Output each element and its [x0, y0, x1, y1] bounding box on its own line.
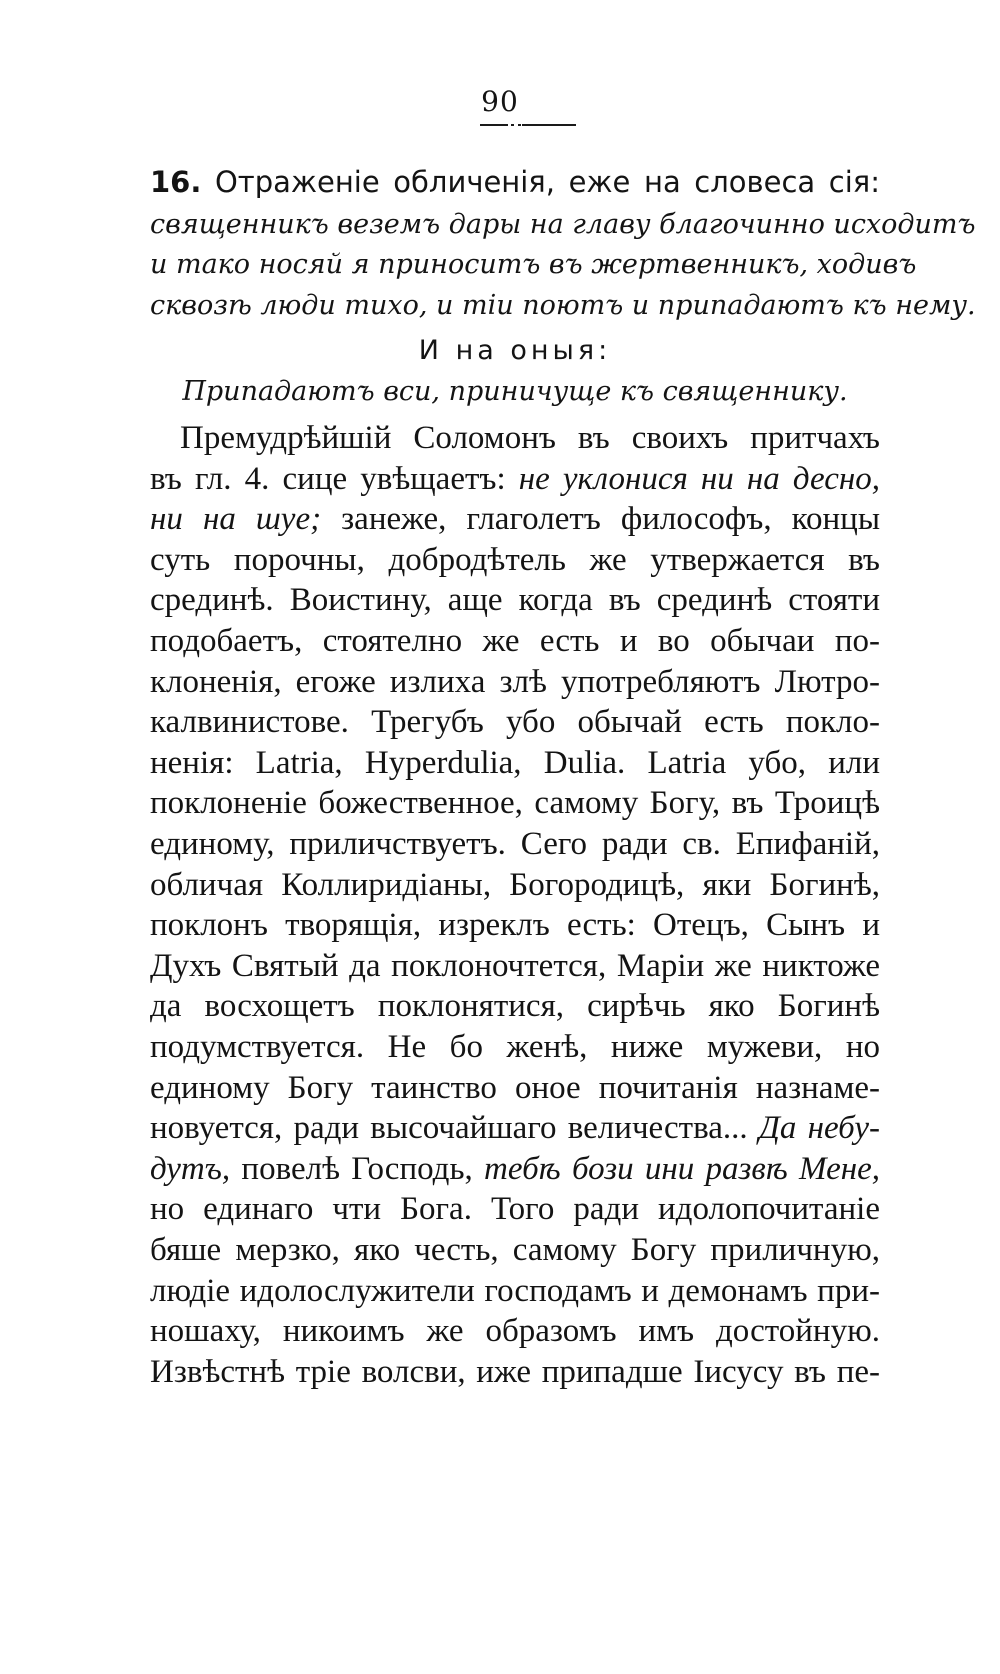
text-run: суть порочны, добродѣтель же утвержается въ: [150, 541, 880, 578]
body-line: [180, 418, 880, 458]
body-line: [150, 540, 880, 580]
body-line: [150, 783, 880, 823]
body-line: [150, 1271, 880, 1311]
text-run: подобаетъ, стоятелно же есть и во обычаи по-: [150, 623, 880, 659]
text-run: калвинистове. Трегубъ убо обычай есть покло-: [150, 704, 880, 741]
text-run: въ гл. 4. сице увѣщаетъ:: [150, 460, 519, 497]
italic-phrase: Да небу-: [758, 1110, 880, 1147]
text-run: ненія: Latria, Hyperdulia, Dulia. Latria убо, или: [150, 744, 880, 781]
text-run: людіе идолослужители господамъ и демонамъ при-: [150, 1272, 880, 1309]
text-run: занеже, глаголетъ философъ, концы: [321, 501, 880, 538]
text-run: клоненія, егоже излиха злѣ употребляютъ Лютро-: [150, 663, 880, 700]
body-line: [150, 1230, 880, 1270]
text-run: бяше мерзко, яко честь, самому Богу приличную,: [150, 1232, 880, 1268]
verse-line: Припадаютъ вси, приничуще къ священнику.: [182, 376, 848, 407]
page-number: 90: [481, 85, 519, 118]
text-run: подумствуется. Не бо женѣ, ниже мужеви, но: [150, 1029, 880, 1065]
section-heading: [150, 163, 880, 201]
text-run: да восхощетъ поклонятися, сирѣчь яко Богинѣ: [150, 988, 880, 1025]
text-run: Духъ Святый да поклоночтется, Маріи же никтоже: [150, 947, 880, 984]
body-line: [150, 1108, 880, 1148]
body-line: [150, 621, 880, 661]
text-run: поклоненіе божественное, самому Богу, въ Троицѣ: [150, 785, 880, 822]
body-line: [150, 946, 880, 986]
body-line: [150, 1027, 880, 1067]
body-line: [150, 1352, 880, 1392]
italic-phrase: не уклонися ни на десно,: [518, 460, 881, 497]
body-line: [150, 499, 880, 539]
body-line: [150, 702, 880, 742]
text-run: ношаху, никоимъ же образомъ имъ достойную.: [150, 1313, 880, 1350]
text-run: поклонъ творящія, изреклъ есть: Отецъ, Сынъ и: [150, 907, 880, 944]
rule-dot: [511, 124, 514, 126]
quote-line: священникъ веземъ дары на главу благочинно исходитъ: [150, 209, 976, 240]
body-line: [150, 1149, 880, 1189]
text-run: срединѣ. Воистину, аще когда въ срединѣ стояти: [150, 582, 880, 619]
body-line: [150, 459, 880, 499]
text-run: Извѣстнѣ тріе волсви, иже припадше Іисусу въ пе-: [150, 1353, 880, 1390]
text-run: обличая Коллиридіаны, Богородицѣ, яки Богинѣ,: [150, 866, 880, 903]
text-run: Премудрѣйшій Соломонъ въ своихъ притчахъ: [180, 420, 880, 456]
body-line: [150, 1068, 880, 1108]
body-line: [150, 580, 880, 620]
page-number-rule: [480, 124, 576, 126]
quote-line: сквозѣ люди тихо, и тіи поютъ и припадаютъ къ нему.: [150, 290, 976, 321]
italic-phrase: ни на шуе;: [150, 501, 322, 538]
text-run: новуется, ради высочайшаго величества...: [150, 1110, 759, 1147]
body-line: [150, 662, 880, 702]
body-line: [150, 986, 880, 1026]
rule-dot: [518, 124, 521, 126]
quote-line: и тако носяй я приноситъ въ жертвенникъ, ходивъ: [150, 249, 917, 280]
italic-phrase: дутъ,: [150, 1150, 231, 1187]
body-line: [150, 1189, 880, 1229]
body-line: [150, 743, 880, 783]
body-line: [150, 1311, 880, 1351]
subheading: И на оныя:: [418, 335, 612, 366]
text-run: единому, приличствуетъ. Сего ради св. Епифаній,: [150, 826, 880, 862]
text-run: повелѣ Господь,: [230, 1150, 485, 1187]
italic-phrase: тебѣ бози ини развѣ Мене,: [484, 1150, 880, 1187]
section-title: Отраженіе обличенія, еже на словеса сія:: [214, 165, 880, 199]
body-line: [150, 824, 880, 864]
section-number: 16.: [150, 165, 202, 199]
text-run: единому Богу таинство оное почитанія назнаме-: [150, 1069, 880, 1106]
body-line: [150, 865, 880, 905]
text-run: но единаго чти Бога. Того ради идолопочитаніе: [150, 1191, 880, 1228]
body-line: [150, 905, 880, 945]
